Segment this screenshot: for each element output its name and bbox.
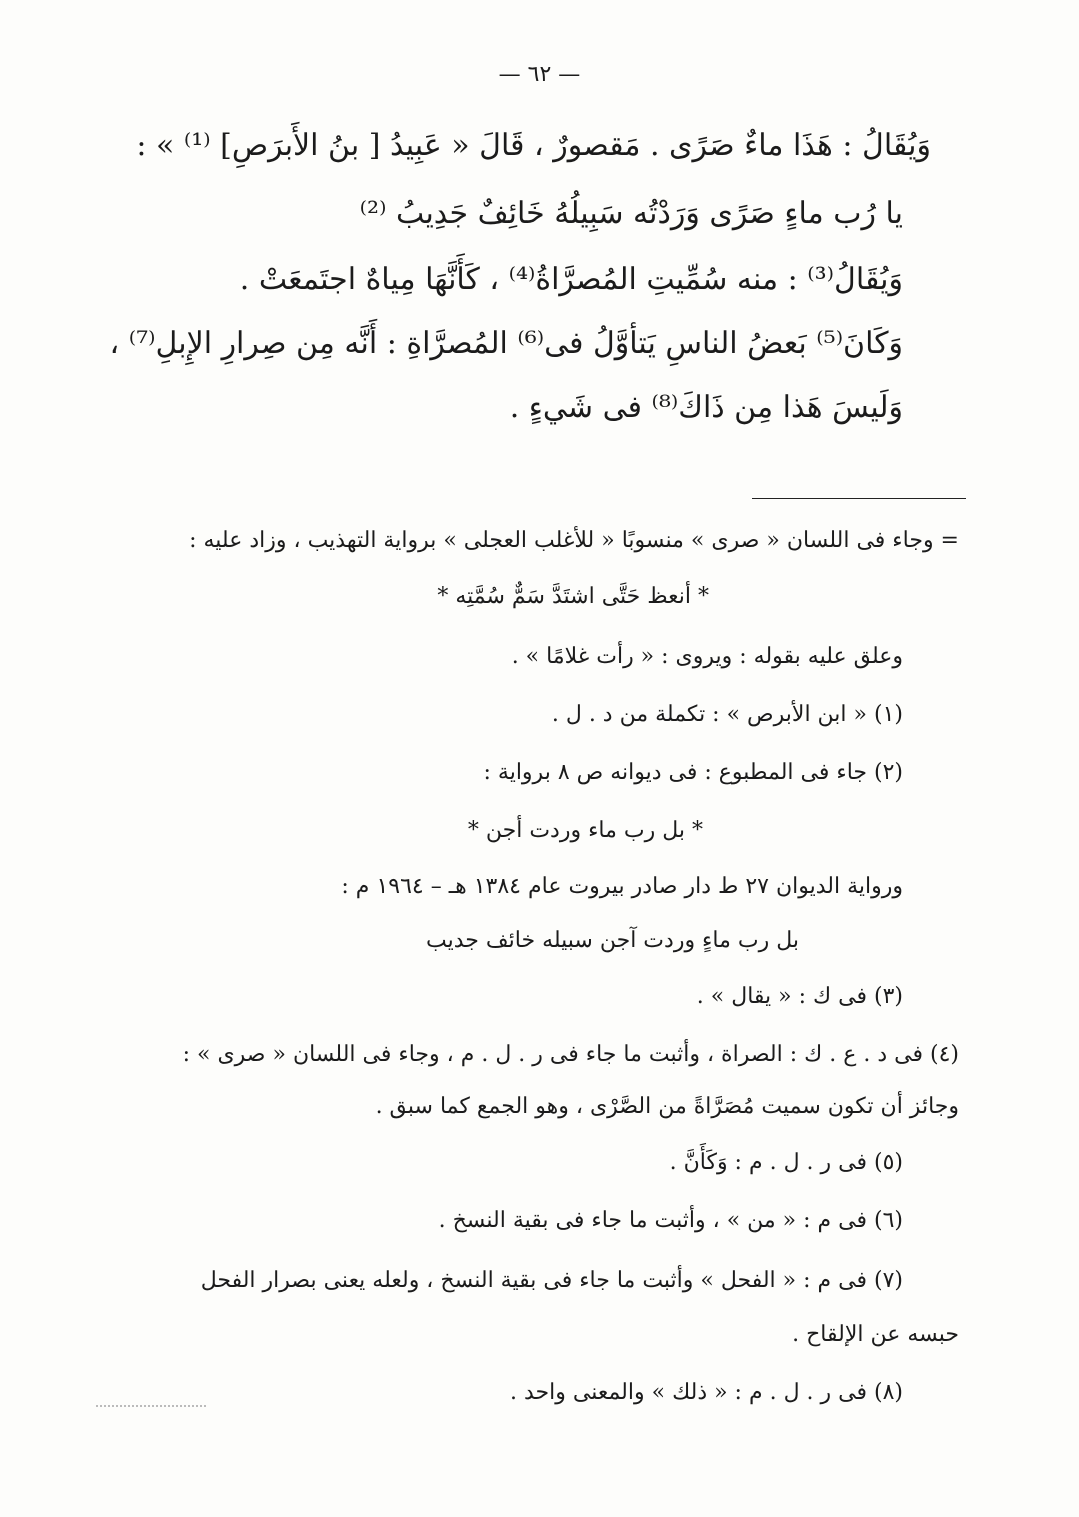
main-verse-line: يا رُب ماءٍ صَرًى وَرَدْتُه سَبِيلُهُ خَائِفٌ جَدِيبُ ⁽²⁾ — [359, 196, 903, 231]
scan-artifact-dots — [96, 1405, 206, 1407]
footnote-6: (٦) فى م : « من » ، وأثبت ما جاء فى بقية النسخ . — [438, 1208, 903, 1233]
footnote-2-diwan: ورواية الديوان ٢٧ ط دار صادر بيروت عام ١٣٨٤ هـ – ١٩٦٤ م : — [341, 874, 903, 899]
main-line-5: وَلَيسَ هَذا مِن ذَاكَ⁽⁸⁾ فى شَيءٍ . — [509, 390, 903, 425]
main-line-1: وَيُقَالُ : هَذَا ماءٌ صَرًى . مَقصورٌ ، قَالَ « عَبِيدُ [ بنُ الأَبرَصِ] ⁽¹⁾ » : — [136, 128, 931, 163]
footnote-4: (٤) فى د . ع . ك : الصراة ، وأثبت ما جاء فى ر . ل . م ، وجاء فى اللسان « صرى » : — [182, 1042, 959, 1067]
note-comment: وعلق عليه بقوله : ويروى : « رأت غلامًا » . — [511, 644, 903, 669]
note-continuation: = وجاء فى اللسان « صرى » منسوبًا « للأغلب العجلى » برواية التهذيب ، وزاد عليه : — [189, 528, 959, 553]
footnote-1: (١) « ابن الأبرص » : تكملة من د . ل . — [551, 702, 903, 727]
footnote-separator — [752, 498, 966, 499]
footnote-2-verse: * بل رب ماء وردت أجن * — [467, 818, 703, 843]
page-number: — ٦٢ — — [498, 62, 581, 87]
footnote-3: (٣) فى ك : « يقال » . — [696, 984, 903, 1009]
footnote-7-continued: حبسه عن الإلقاح . — [792, 1322, 959, 1347]
footnote-4-continued: وجائز أن تكون سميت مُصَرَّاةً من الصَّرْى ، وهو الجمع كما سبق . — [375, 1094, 959, 1119]
footnote-2-diwan-verse: بل رب ماءٍ وردت آجن سبيله خائف جديب — [426, 928, 799, 953]
main-line-4: وَكَانَ⁽⁵⁾ بَعضُ الناسِ يَتأوَّلُ فى⁽⁶⁾ المُصرَّاةِ : أَنَّه مِن صِرارِ الإِبلِ⁽⁷⁾ ، — [109, 326, 903, 361]
footnote-8: (٨) فى ر . ل . م : « ذلك » والمعنى واحد . — [510, 1380, 903, 1405]
footnote-5: (٥) فى ر . ل . م : وَكَأَنَّ . — [669, 1150, 903, 1175]
note-verse: * أنعظ حَتَّى اشتَدَّ سَمٌّ سُمَّتِه * — [437, 584, 709, 609]
footnote-2: (٢) جاء فى المطبوع : فى ديوانه ص ٨ برواية : — [483, 760, 903, 785]
main-line-3: وَيُقَالُ⁽³⁾ : منه سُمِّيتِ المُصرَّاةُ⁽⁴⁾ ، كَأَنَّهَا مِياهٌ اجتَمعَتْ . — [239, 262, 903, 297]
footnote-7: (٧) فى م : « الفحل » وأثبت ما جاء فى بقية النسخ ، ولعله يعنى بصرار الفحل — [200, 1268, 903, 1293]
